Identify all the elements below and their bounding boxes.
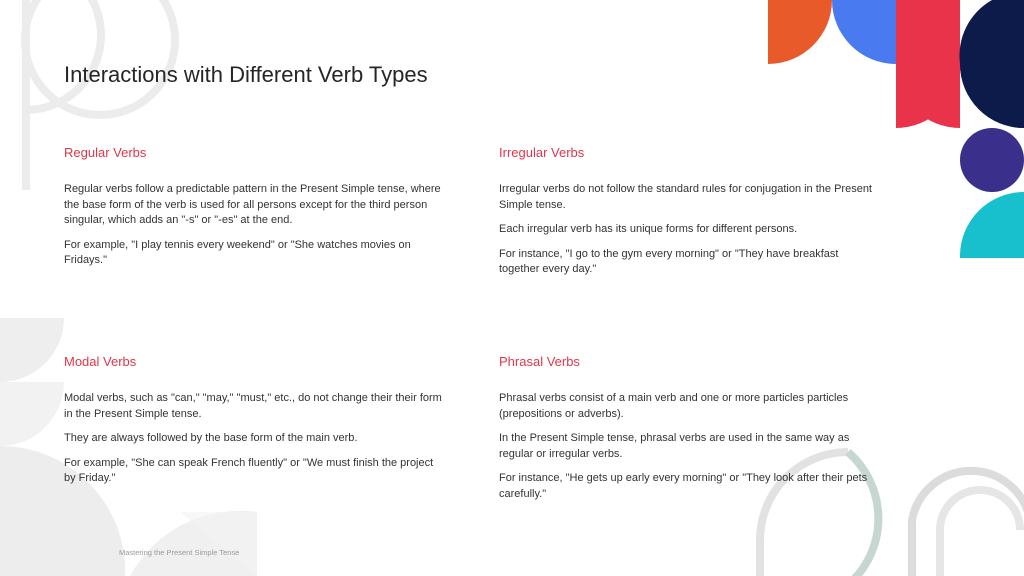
section-paragraph: Phrasal verbs consist of a main verb and one or more particles particles (prepositions or adverbs). (499, 392, 849, 420)
section-phrasal-verbs (499, 354, 874, 511)
section-paragraph: For example, "I play tennis every weekend" or "She watches movies on Fridays." (64, 238, 411, 266)
section-paragraph: Modal verbs, such as "can," "may," "must," etc., do not change their their form in the Present Simple tense. (64, 392, 442, 420)
section-heading: Regular Verbs (64, 145, 147, 160)
section-paragraph: Regular verbs follow a predictable pattern in the Present Simple tense, where the base form of the verb is used for all persons except for the third person singular, which adds an "-s" or "-es" at the end. (64, 183, 441, 226)
section-paragraph: For instance, "He gets up early every morning" or "They look after their pets carefully." (499, 472, 868, 500)
section-heading: Modal Verbs (64, 354, 137, 369)
section-paragraph: In the Present Simple tense, phrasal verbs are used in the same way as regular or irregular verbs. (499, 432, 850, 460)
section-regular-verbs (64, 145, 442, 278)
section-modal-verbs (64, 354, 442, 496)
section-paragraph: For instance, "I go to the gym every morning" or "They have breakfast together every day." (499, 247, 839, 275)
section-paragraph: Each irregular verb has its unique forms for different persons. (499, 223, 798, 235)
section-heading: Irregular Verbs (499, 145, 585, 160)
section-irregular-verbs (499, 145, 874, 287)
section-paragraph: Irregular verbs do not follow the standard rules for conjugation in the Present Simple tense. (499, 183, 872, 211)
slide-footer: Mastering the Present Simple Tense (119, 548, 240, 557)
section-heading: Phrasal Verbs (499, 354, 580, 369)
section-paragraph: For example, "She can speak French fluently" or "We must finish the project by Friday." (64, 456, 434, 484)
section-paragraph: They are always followed by the base form of the main verb. (64, 432, 358, 444)
slide-title: Interactions with Different Verb Types (64, 62, 428, 87)
